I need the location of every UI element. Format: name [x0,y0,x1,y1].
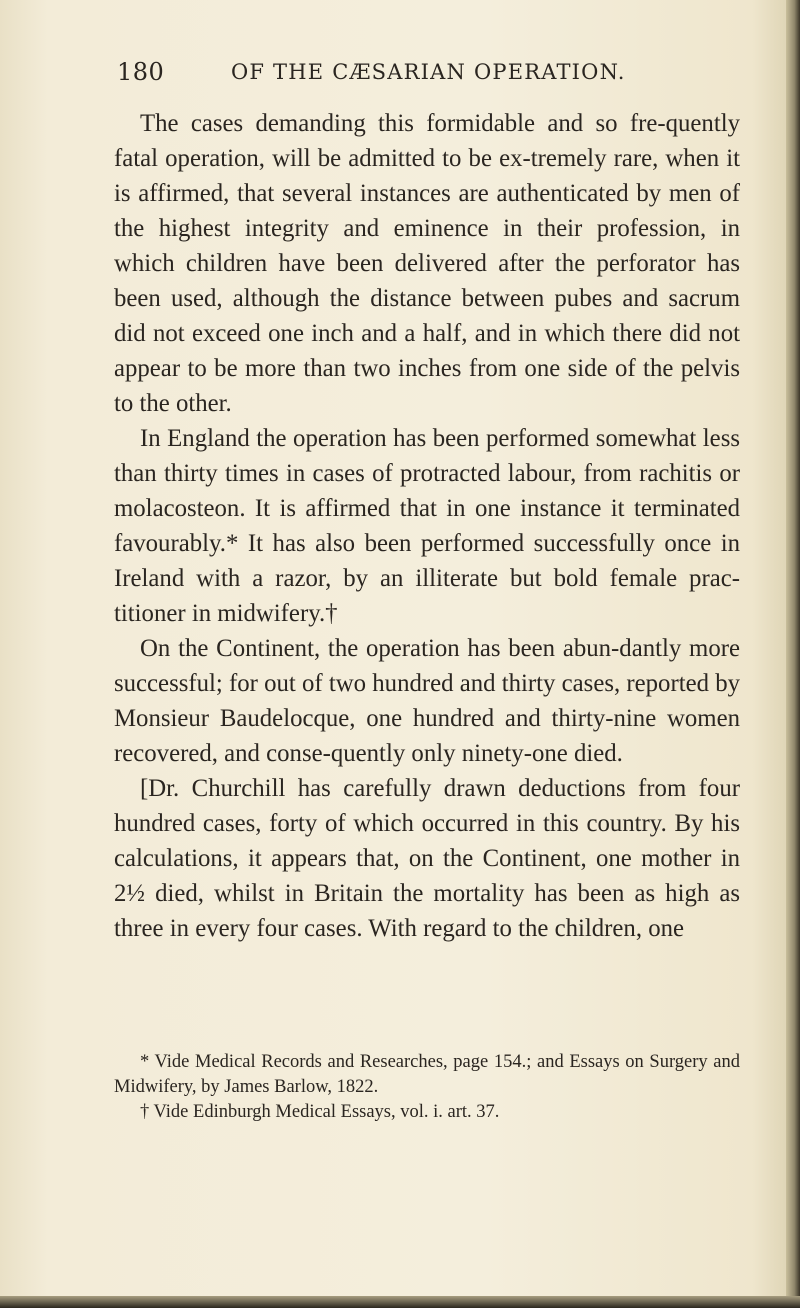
footnote-dagger: † Vide Edinburgh Medical Essays, vol. i. art. 37. [140,1102,500,1122]
page-bottom-edge [0,1296,800,1308]
paragraph-rarity: The cases demanding this formidable and so fre-quently fatal operation, will be admitted to be ex-tremely rare, when it is affirmed, that several instances are authenticated by men of the highest integrity and eminence in their profession, in which children have been delivered after the perforator has been used, although the distance between pubes and sacrum did not exceed one inch and a half, and in which there did not appear to be more than two inches from one side of the pelvis to the other. [114,110,740,417]
running-head: OF THE CÆSARIAN OPERATION. [231,60,626,84]
page-header [117,58,737,94]
body-text [114,106,740,946]
footnotes [114,1050,740,1125]
page-number: 180 [117,58,165,86]
paragraph-england: In England the operation has been performed somewhat less than thirty times in cases of protracted labour, from rachitis or molacosteon. It is affirmed that in one instance it terminated favourably.* It has also been performed successfully once in Ireland with a razor, by an illiterate but bold female prac-titioner in midwifery.† [114,425,740,627]
paragraph-churchill: [Dr. Churchill has carefully drawn deductions from four hundred cases, forty of which occurred in this country. By his calculations, it appears that, on the Continent, one mother in 2½ died, whilst in Britain the mortality has been as high as three in every four cases. With regard to the children, one [114,775,740,942]
footnote-asterisk: * Vide Medical Records and Researches, page 154.; and Essays on Surgery and Midwifery, by James Barlow, 1822. [114,1052,740,1097]
paragraph-continent: On the Continent, the operation has been abun-dantly more successful; for out of two hundred and thirty cases, reported by Monsieur Baudelocque, one hundred and thirty-nine women recovered, and conse-quently only ninety-one died. [114,635,740,767]
page-edge-shadow [786,0,800,1308]
